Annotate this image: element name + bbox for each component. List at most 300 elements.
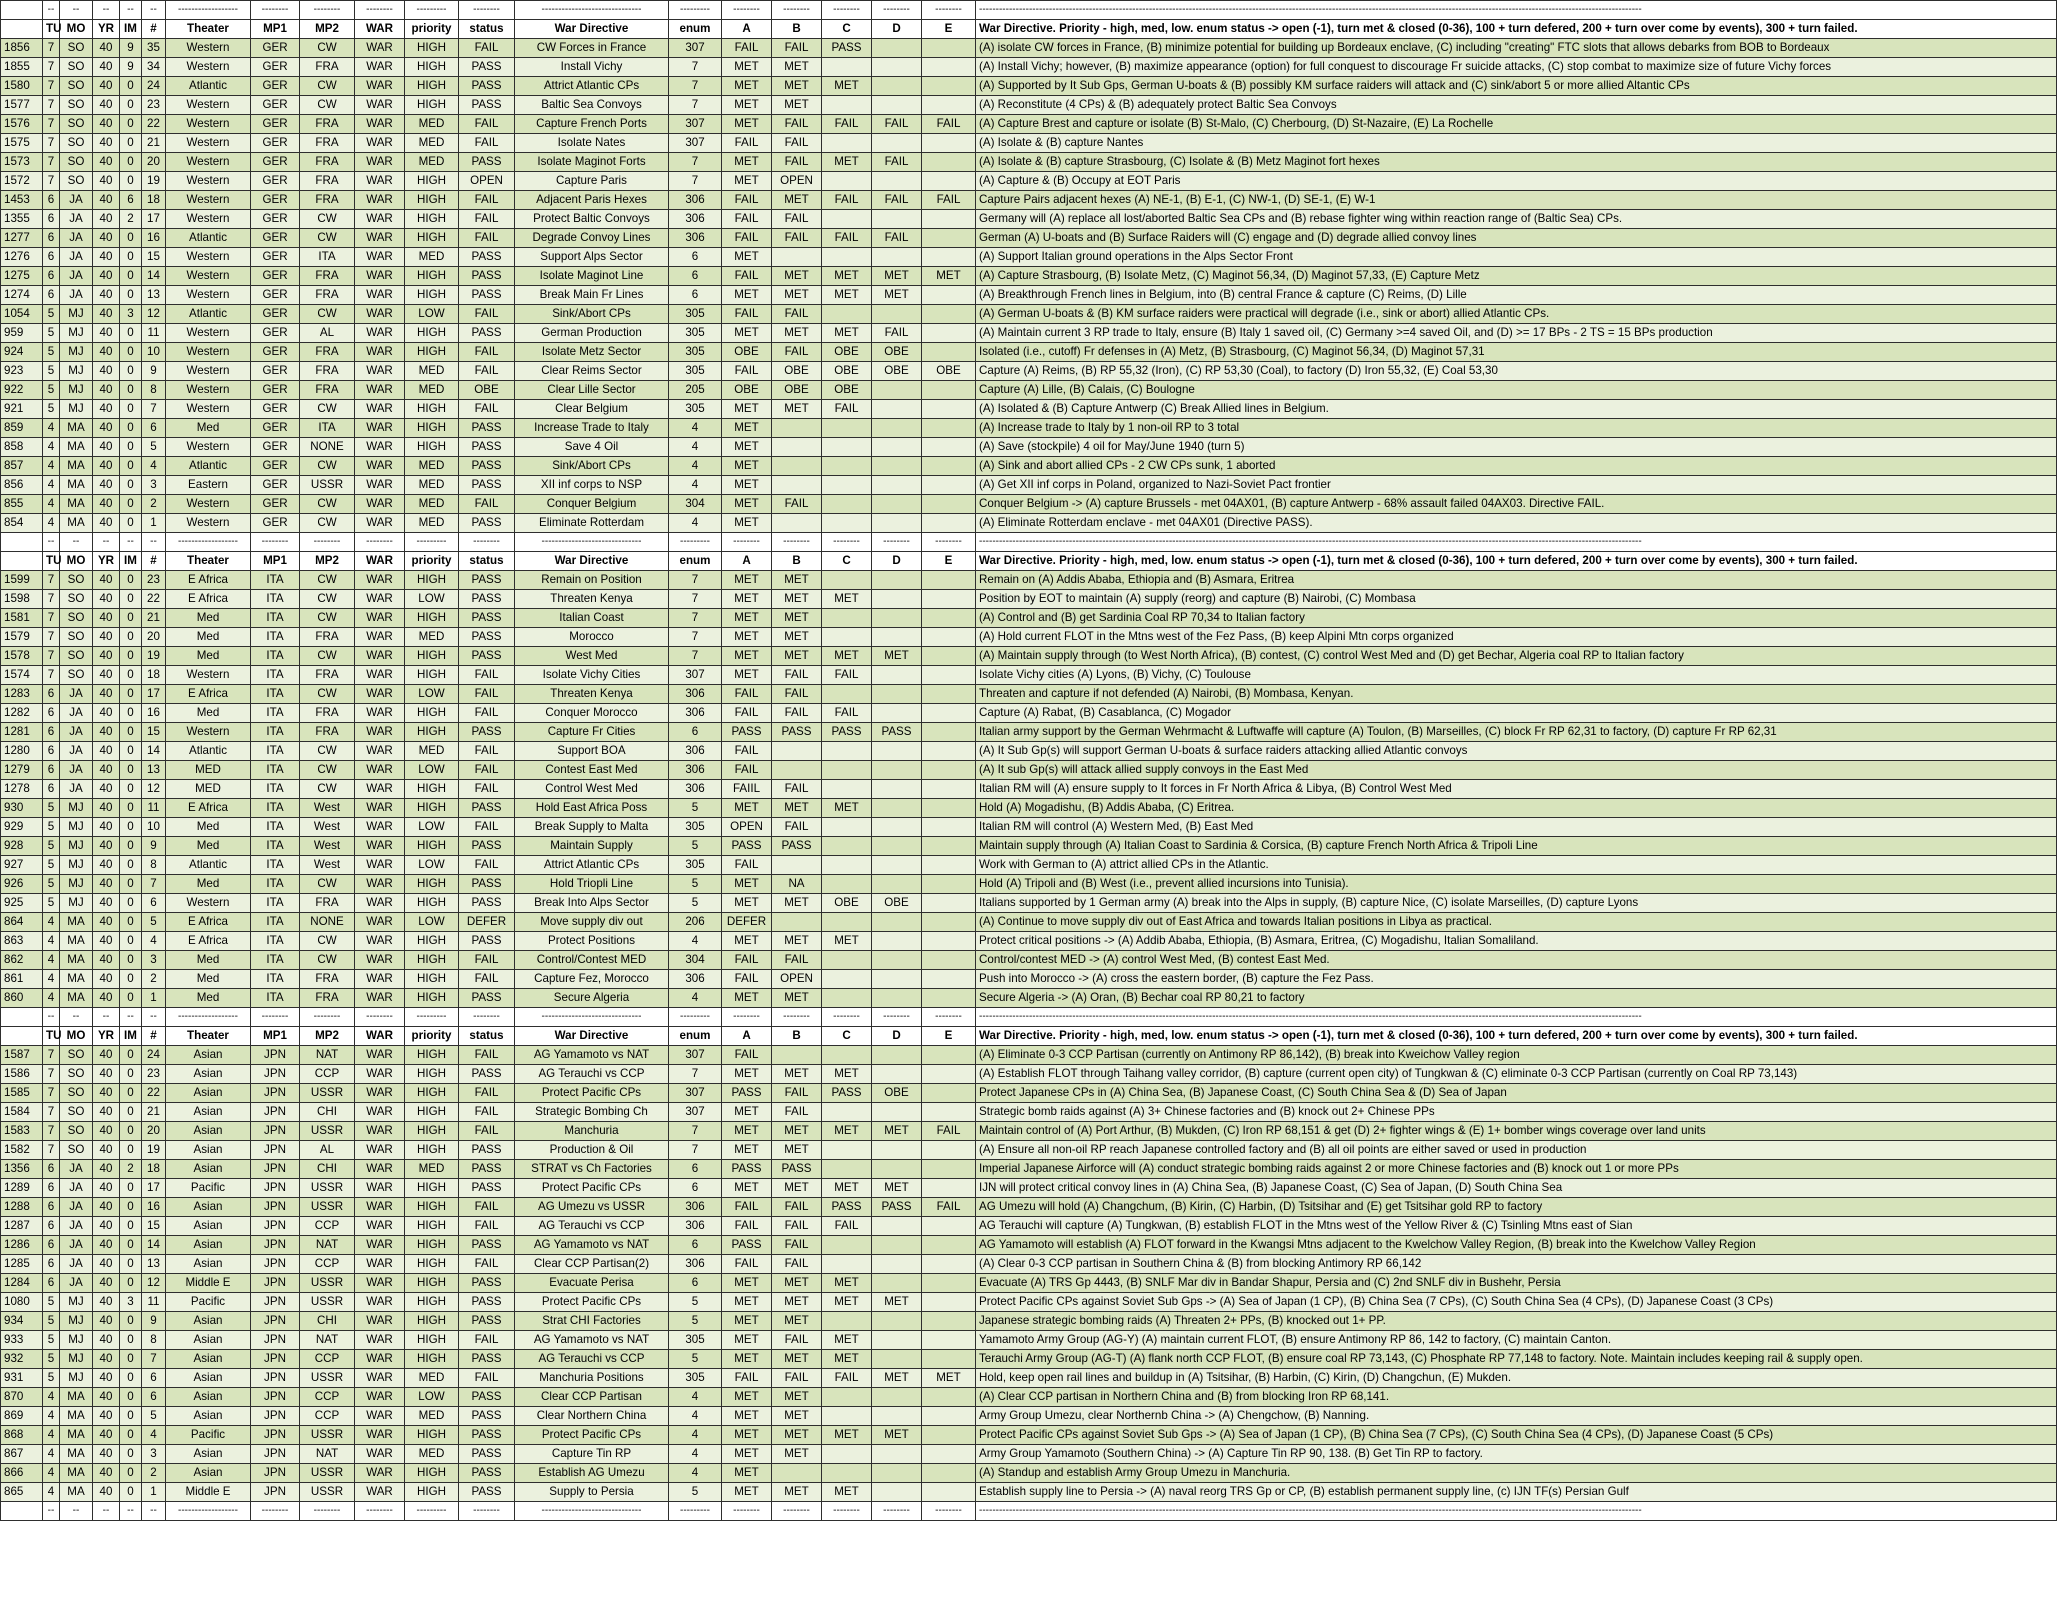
cell-im[interactable]: 0 <box>120 1103 142 1122</box>
cell-yr[interactable]: 40 <box>93 305 120 324</box>
cell-mo[interactable]: MA <box>60 951 93 970</box>
cell-enum[interactable]: 306 <box>669 780 722 799</box>
cell-status[interactable]: FAIL <box>459 191 515 210</box>
cell-directive[interactable]: Install Vichy <box>515 58 669 77</box>
cell-a[interactable]: MET <box>722 799 772 818</box>
cell-directive[interactable]: AG Yamamoto vs NAT <box>515 1331 669 1350</box>
cell-num[interactable]: -- <box>142 1008 166 1027</box>
cell-id[interactable]: 860 <box>1 989 43 1008</box>
cell-mp2[interactable]: FRA <box>300 343 355 362</box>
cell-d[interactable] <box>872 837 922 856</box>
cell-b[interactable]: FAIL <box>772 1331 822 1350</box>
cell-yr[interactable]: 40 <box>93 932 120 951</box>
cell-id[interactable]: 1598 <box>1 590 43 609</box>
cell-mp1[interactable]: JPN <box>251 1255 300 1274</box>
cell-status[interactable]: PASS <box>459 96 515 115</box>
cell-tu[interactable]: 4 <box>43 1407 60 1426</box>
cell-d[interactable] <box>872 1388 922 1407</box>
cell-theater[interactable]: Med <box>166 951 251 970</box>
cell-e[interactable] <box>922 761 976 780</box>
cell-c[interactable] <box>822 1445 872 1464</box>
cell-im[interactable]: 0 <box>120 951 142 970</box>
cell-description[interactable]: (A) Install Vichy; however, (B) maximize appearance (option) for full conquest to discourage Fr suicide attacks, (C) stop combat to maximize size of future Vichy forces <box>976 58 2057 77</box>
cell-tu[interactable]: 5 <box>43 856 60 875</box>
cell-a[interactable]: MET <box>722 1407 772 1426</box>
cell-c[interactable] <box>822 438 872 457</box>
cell-description[interactable]: (A) Capture Strasbourg, (B) Isolate Metz, (C) Maginot 56,34, (D) Maginot 57,33, (E) Capture Metz <box>976 267 2057 286</box>
cell-b[interactable]: FAIL <box>772 1369 822 1388</box>
cell-e[interactable] <box>922 1084 976 1103</box>
cell-theater[interactable]: Atlantic <box>166 77 251 96</box>
cell-priority[interactable]: HIGH <box>405 875 459 894</box>
cell-status[interactable]: PASS <box>459 1065 515 1084</box>
cell-priority[interactable]: HIGH <box>405 1236 459 1255</box>
cell-description[interactable]: Control/contest MED -> (A) control West Med, (B) contest East Med. <box>976 951 2057 970</box>
cell-tu[interactable]: 7 <box>43 58 60 77</box>
cell-mp1[interactable]: -------- <box>251 1 300 20</box>
cell-yr[interactable]: 40 <box>93 704 120 723</box>
cell-mo[interactable]: MJ <box>60 894 93 913</box>
cell-mo[interactable]: SO <box>60 58 93 77</box>
cell-d[interactable] <box>872 39 922 58</box>
cell-b[interactable]: -------- <box>772 1502 822 1521</box>
cell-war[interactable]: WAR <box>355 419 405 438</box>
cell-id[interactable]: 1573 <box>1 153 43 172</box>
cell-num[interactable]: -- <box>142 1 166 20</box>
cell-im[interactable]: 0 <box>120 666 142 685</box>
cell-b[interactable]: B <box>772 20 822 39</box>
cell-enum[interactable]: 7 <box>669 571 722 590</box>
cell-id[interactable]: 929 <box>1 818 43 837</box>
cell-c[interactable] <box>822 571 872 590</box>
cell-priority[interactable]: LOW <box>405 856 459 875</box>
cell-status[interactable]: PASS <box>459 1274 515 1293</box>
cell-a[interactable]: FAIL <box>722 362 772 381</box>
cell-mo[interactable]: SO <box>60 1122 93 1141</box>
cell-priority[interactable]: LOW <box>405 590 459 609</box>
cell-im[interactable]: 0 <box>120 1217 142 1236</box>
cell-num[interactable]: 5 <box>142 913 166 932</box>
cell-id[interactable]: 928 <box>1 837 43 856</box>
cell-id[interactable]: 1574 <box>1 666 43 685</box>
cell-e[interactable] <box>922 856 976 875</box>
cell-priority[interactable]: LOW <box>405 685 459 704</box>
cell-num[interactable]: 5 <box>142 438 166 457</box>
cell-num[interactable]: 6 <box>142 1388 166 1407</box>
cell-yr[interactable]: 40 <box>93 191 120 210</box>
cell-status[interactable]: PASS <box>459 1179 515 1198</box>
cell-yr[interactable]: 40 <box>93 77 120 96</box>
cell-im[interactable]: 0 <box>120 723 142 742</box>
cell-enum[interactable]: 6 <box>669 1179 722 1198</box>
cell-enum[interactable]: 307 <box>669 1084 722 1103</box>
cell-mp1[interactable]: JPN <box>251 1236 300 1255</box>
cell-war[interactable]: WAR <box>355 1426 405 1445</box>
cell-war[interactable]: WAR <box>355 970 405 989</box>
cell-id[interactable]: 854 <box>1 514 43 533</box>
cell-priority[interactable]: HIGH <box>405 1464 459 1483</box>
cell-mo[interactable]: SO <box>60 172 93 191</box>
cell-mo[interactable]: MJ <box>60 1331 93 1350</box>
cell-directive[interactable]: Isolate Maginot Forts <box>515 153 669 172</box>
cell-mp1[interactable]: GER <box>251 191 300 210</box>
cell-directive[interactable]: Italian Coast <box>515 609 669 628</box>
cell-mp2[interactable]: FRA <box>300 666 355 685</box>
cell-num[interactable]: 20 <box>142 153 166 172</box>
cell-num[interactable]: 1 <box>142 514 166 533</box>
cell-mo[interactable]: JA <box>60 780 93 799</box>
cell-tu[interactable]: -- <box>43 1008 60 1027</box>
cell-war[interactable]: WAR <box>355 248 405 267</box>
cell-c[interactable]: FAIL <box>822 666 872 685</box>
cell-theater[interactable]: Med <box>166 970 251 989</box>
cell-b[interactable]: FAIL <box>772 666 822 685</box>
cell-num[interactable]: 3 <box>142 951 166 970</box>
cell-status[interactable]: PASS <box>459 1445 515 1464</box>
cell-a[interactable]: MET <box>722 1445 772 1464</box>
cell-priority[interactable]: HIGH <box>405 723 459 742</box>
cell-e[interactable] <box>922 153 976 172</box>
cell-mp2[interactable]: USSR <box>300 1084 355 1103</box>
cell-a[interactable]: MET <box>722 571 772 590</box>
cell-e[interactable] <box>922 1293 976 1312</box>
cell-enum[interactable]: 5 <box>669 1293 722 1312</box>
cell-yr[interactable]: 40 <box>93 799 120 818</box>
cell-id[interactable]: 1287 <box>1 1217 43 1236</box>
cell-num[interactable]: 15 <box>142 1217 166 1236</box>
cell-a[interactable]: FAIL <box>722 1255 772 1274</box>
cell-war[interactable]: WAR <box>355 438 405 457</box>
cell-id[interactable]: 864 <box>1 913 43 932</box>
cell-b[interactable]: MET <box>772 1350 822 1369</box>
cell-e[interactable] <box>922 1274 976 1293</box>
cell-description[interactable]: (A) Increase trade to Italy by 1 non-oil RP to 3 total <box>976 419 2057 438</box>
cell-status[interactable]: FAIL <box>459 362 515 381</box>
cell-mp1[interactable]: ITA <box>251 913 300 932</box>
cell-mp2[interactable]: CW <box>300 647 355 666</box>
cell-e[interactable] <box>922 514 976 533</box>
cell-b[interactable]: OPEN <box>772 970 822 989</box>
cell-a[interactable]: MET <box>722 400 772 419</box>
cell-num[interactable]: 1 <box>142 989 166 1008</box>
cell-enum[interactable]: 305 <box>669 343 722 362</box>
cell-status[interactable]: FAIL <box>459 1217 515 1236</box>
cell-im[interactable]: 0 <box>120 286 142 305</box>
cell-enum[interactable]: 305 <box>669 1331 722 1350</box>
cell-b[interactable]: MET <box>772 647 822 666</box>
cell-e[interactable] <box>922 628 976 647</box>
cell-d[interactable] <box>872 172 922 191</box>
cell-c[interactable] <box>822 609 872 628</box>
cell-b[interactable]: -------- <box>772 533 822 552</box>
cell-directive[interactable]: Protect Positions <box>515 932 669 951</box>
cell-c[interactable]: MET <box>822 1122 872 1141</box>
cell-a[interactable]: MET <box>722 172 772 191</box>
cell-directive[interactable]: Sink/Abort CPs <box>515 457 669 476</box>
cell-a[interactable]: MET <box>722 1426 772 1445</box>
cell-directive[interactable]: German Production <box>515 324 669 343</box>
cell-mp1[interactable]: ITA <box>251 723 300 742</box>
cell-theater[interactable]: Middle E <box>166 1274 251 1293</box>
cell-tu[interactable]: TU <box>43 552 60 571</box>
cell-description[interactable]: (A) Isolate & (B) capture Strasbourg, (C) Isolate & (B) Metz Maginot fort hexes <box>976 153 2057 172</box>
cell-enum[interactable]: 6 <box>669 1274 722 1293</box>
cell-e[interactable] <box>922 495 976 514</box>
cell-c[interactable] <box>822 628 872 647</box>
cell-c[interactable]: MET <box>822 647 872 666</box>
cell-yr[interactable]: 40 <box>93 913 120 932</box>
cell-theater[interactable]: Western <box>166 400 251 419</box>
cell-im[interactable]: IM <box>120 552 142 571</box>
cell-tu[interactable]: 5 <box>43 1293 60 1312</box>
cell-b[interactable]: FAIL <box>772 1198 822 1217</box>
cell-directive[interactable]: Protect Pacific CPs <box>515 1179 669 1198</box>
cell-b[interactable]: FAIL <box>772 210 822 229</box>
cell-c[interactable]: PASS <box>822 1084 872 1103</box>
cell-war[interactable]: WAR <box>355 210 405 229</box>
cell-id[interactable] <box>1 533 43 552</box>
cell-war[interactable]: WAR <box>355 1407 405 1426</box>
cell-enum[interactable]: 306 <box>669 970 722 989</box>
cell-tu[interactable]: 6 <box>43 1198 60 1217</box>
cell-priority[interactable]: HIGH <box>405 780 459 799</box>
cell-mp1[interactable]: GER <box>251 514 300 533</box>
cell-theater[interactable]: Western <box>166 362 251 381</box>
cell-yr[interactable]: 40 <box>93 742 120 761</box>
cell-c[interactable] <box>822 58 872 77</box>
cell-d[interactable] <box>872 951 922 970</box>
cell-c[interactable] <box>822 514 872 533</box>
cell-a[interactable]: FAIL <box>722 210 772 229</box>
cell-status[interactable]: PASS <box>459 1407 515 1426</box>
cell-mp2[interactable]: CW <box>300 609 355 628</box>
cell-im[interactable]: -- <box>120 533 142 552</box>
cell-mo[interactable]: JA <box>60 1236 93 1255</box>
cell-id[interactable]: 1585 <box>1 1084 43 1103</box>
cell-im[interactable]: 3 <box>120 305 142 324</box>
cell-mo[interactable]: SO <box>60 1141 93 1160</box>
cell-tu[interactable]: 5 <box>43 305 60 324</box>
cell-enum[interactable]: 305 <box>669 1369 722 1388</box>
cell-enum[interactable]: 5 <box>669 1312 722 1331</box>
cell-status[interactable]: -------- <box>459 1502 515 1521</box>
cell-enum[interactable]: 4 <box>669 1426 722 1445</box>
cell-yr[interactable]: 40 <box>93 1179 120 1198</box>
cell-war[interactable]: WAR <box>355 229 405 248</box>
cell-mp2[interactable]: NONE <box>300 913 355 932</box>
cell-theater[interactable]: Asian <box>166 1331 251 1350</box>
cell-theater[interactable]: E Africa <box>166 932 251 951</box>
cell-mp1[interactable]: ITA <box>251 970 300 989</box>
cell-tu[interactable]: 6 <box>43 1236 60 1255</box>
cell-num[interactable]: 11 <box>142 1293 166 1312</box>
cell-a[interactable]: MET <box>722 1331 772 1350</box>
cell-b[interactable]: FAIL <box>772 818 822 837</box>
cell-b[interactable]: MET <box>772 1483 822 1502</box>
cell-mo[interactable]: SO <box>60 609 93 628</box>
cell-enum[interactable]: 6 <box>669 286 722 305</box>
cell-tu[interactable]: 6 <box>43 210 60 229</box>
cell-directive[interactable]: ------------------------------ <box>515 533 669 552</box>
cell-id[interactable]: 862 <box>1 951 43 970</box>
cell-mp1[interactable]: ITA <box>251 894 300 913</box>
cell-priority[interactable]: HIGH <box>405 58 459 77</box>
cell-yr[interactable]: 40 <box>93 1084 120 1103</box>
cell-theater[interactable]: Western <box>166 666 251 685</box>
cell-num[interactable]: 24 <box>142 77 166 96</box>
cell-a[interactable]: MET <box>722 457 772 476</box>
cell-theater[interactable]: Western <box>166 514 251 533</box>
cell-id[interactable]: 1576 <box>1 115 43 134</box>
cell-mp2[interactable]: USSR <box>300 1274 355 1293</box>
cell-mo[interactable]: JA <box>60 1198 93 1217</box>
cell-num[interactable]: 12 <box>142 780 166 799</box>
cell-enum[interactable]: 4 <box>669 419 722 438</box>
cell-num[interactable]: 22 <box>142 1084 166 1103</box>
cell-a[interactable]: PASS <box>722 837 772 856</box>
cell-b[interactable]: FAIL <box>772 115 822 134</box>
cell-num[interactable]: 34 <box>142 58 166 77</box>
cell-tu[interactable]: 4 <box>43 913 60 932</box>
cell-id[interactable] <box>1 1027 43 1046</box>
cell-priority[interactable]: HIGH <box>405 1293 459 1312</box>
cell-yr[interactable]: 40 <box>93 343 120 362</box>
cell-e[interactable] <box>922 1217 976 1236</box>
cell-priority[interactable]: MED <box>405 248 459 267</box>
cell-yr[interactable]: 40 <box>93 1331 120 1350</box>
cell-c[interactable]: FAIL <box>822 229 872 248</box>
cell-e[interactable] <box>922 1426 976 1445</box>
cell-d[interactable] <box>872 438 922 457</box>
cell-a[interactable]: FAIL <box>722 229 772 248</box>
cell-status[interactable]: -------- <box>459 1008 515 1027</box>
cell-directive[interactable]: AG Terauchi vs CCP <box>515 1350 669 1369</box>
cell-mp1[interactable]: GER <box>251 210 300 229</box>
cell-yr[interactable]: 40 <box>93 419 120 438</box>
cell-theater[interactable]: Asian <box>166 1445 251 1464</box>
cell-d[interactable]: FAIL <box>872 153 922 172</box>
cell-mp2[interactable]: NAT <box>300 1046 355 1065</box>
cell-mp1[interactable]: GER <box>251 229 300 248</box>
cell-tu[interactable]: 4 <box>43 1426 60 1445</box>
cell-c[interactable] <box>822 1141 872 1160</box>
cell-priority[interactable]: MED <box>405 362 459 381</box>
cell-priority[interactable]: MED <box>405 115 459 134</box>
cell-mo[interactable]: MA <box>60 913 93 932</box>
cell-description[interactable]: Threaten and capture if not defended (A) Nairobi, (B) Mombasa, Kenyan. <box>976 685 2057 704</box>
cell-b[interactable]: MET <box>772 1122 822 1141</box>
cell-war[interactable]: WAR <box>355 191 405 210</box>
cell-enum[interactable]: 7 <box>669 77 722 96</box>
cell-directive[interactable]: Isolate Nates <box>515 134 669 153</box>
cell-e[interactable]: -------- <box>922 533 976 552</box>
cell-a[interactable]: MET <box>722 1065 772 1084</box>
cell-tu[interactable]: 7 <box>43 571 60 590</box>
cell-b[interactable]: PASS <box>772 837 822 856</box>
cell-num[interactable]: 13 <box>142 286 166 305</box>
cell-directive[interactable]: Morocco <box>515 628 669 647</box>
cell-im[interactable]: 0 <box>120 457 142 476</box>
cell-im[interactable]: 0 <box>120 400 142 419</box>
cell-mp2[interactable]: West <box>300 818 355 837</box>
cell-mp2[interactable]: CW <box>300 514 355 533</box>
cell-war[interactable]: WAR <box>355 134 405 153</box>
cell-yr[interactable]: 40 <box>93 1274 120 1293</box>
cell-yr[interactable]: 40 <box>93 286 120 305</box>
cell-b[interactable]: MET <box>772 1179 822 1198</box>
cell-theater[interactable]: Western <box>166 191 251 210</box>
cell-mp2[interactable]: CW <box>300 590 355 609</box>
cell-status[interactable]: FAIL <box>459 666 515 685</box>
cell-e[interactable] <box>922 457 976 476</box>
cell-mp2[interactable]: USSR <box>300 1483 355 1502</box>
cell-b[interactable]: MET <box>772 1445 822 1464</box>
cell-description[interactable]: (A) Clear CCP partisan in Northern China and (B) from blocking Iron RP 68,141. <box>976 1388 2057 1407</box>
cell-priority[interactable]: HIGH <box>405 172 459 191</box>
cell-c[interactable] <box>822 305 872 324</box>
cell-a[interactable]: PASS <box>722 1236 772 1255</box>
cell-id[interactable]: 1276 <box>1 248 43 267</box>
cell-mp1[interactable]: GER <box>251 343 300 362</box>
cell-mp2[interactable]: CW <box>300 761 355 780</box>
cell-num[interactable]: 12 <box>142 305 166 324</box>
cell-tu[interactable]: 7 <box>43 1046 60 1065</box>
cell-id[interactable]: 1587 <box>1 1046 43 1065</box>
cell-enum[interactable]: 7 <box>669 1065 722 1084</box>
cell-mp1[interactable]: JPN <box>251 1483 300 1502</box>
cell-enum[interactable]: 205 <box>669 381 722 400</box>
cell-d[interactable]: MET <box>872 286 922 305</box>
cell-priority[interactable]: MED <box>405 457 459 476</box>
cell-status[interactable]: FAIL <box>459 115 515 134</box>
cell-directive[interactable]: Clear Lille Sector <box>515 381 669 400</box>
cell-d[interactable]: OBE <box>872 362 922 381</box>
cell-id[interactable]: 927 <box>1 856 43 875</box>
cell-num[interactable]: 4 <box>142 932 166 951</box>
cell-c[interactable]: MET <box>822 153 872 172</box>
cell-id[interactable]: 1286 <box>1 1236 43 1255</box>
cell-theater[interactable]: Theater <box>166 552 251 571</box>
cell-war[interactable]: WAR <box>355 1350 405 1369</box>
cell-tu[interactable]: 4 <box>43 1445 60 1464</box>
cell-yr[interactable]: 40 <box>93 1464 120 1483</box>
cell-d[interactable] <box>872 248 922 267</box>
cell-war[interactable]: WAR <box>355 552 405 571</box>
cell-status[interactable]: FAIL <box>459 39 515 58</box>
cell-description[interactable]: Capture Pairs adjacent hexes (A) NE-1, (B) E-1, (C) NW-1, (D) SE-1, (E) W-1 <box>976 191 2057 210</box>
cell-directive[interactable]: ------------------------------ <box>515 1502 669 1521</box>
cell-yr[interactable]: 40 <box>93 115 120 134</box>
cell-mp1[interactable]: JPN <box>251 1103 300 1122</box>
cell-mp1[interactable]: -------- <box>251 533 300 552</box>
cell-b[interactable]: MET <box>772 1426 822 1445</box>
cell-tu[interactable]: 7 <box>43 1103 60 1122</box>
cell-directive[interactable]: Save 4 Oil <box>515 438 669 457</box>
cell-status[interactable]: PASS <box>459 609 515 628</box>
cell-tu[interactable]: -- <box>43 1 60 20</box>
cell-description[interactable]: (A) Continue to move supply div out of East Africa and towards Italian positions in Libya as practical. <box>976 913 2057 932</box>
cell-yr[interactable]: 40 <box>93 723 120 742</box>
cell-c[interactable] <box>822 989 872 1008</box>
cell-enum[interactable]: 4 <box>669 989 722 1008</box>
cell-e[interactable] <box>922 1350 976 1369</box>
cell-e[interactable] <box>922 1255 976 1274</box>
cell-tu[interactable]: 4 <box>43 951 60 970</box>
cell-directive[interactable]: Capture Fez, Morocco <box>515 970 669 989</box>
cell-mp2[interactable]: West <box>300 856 355 875</box>
cell-e[interactable]: E <box>922 552 976 571</box>
cell-directive[interactable]: Remain on Position <box>515 571 669 590</box>
